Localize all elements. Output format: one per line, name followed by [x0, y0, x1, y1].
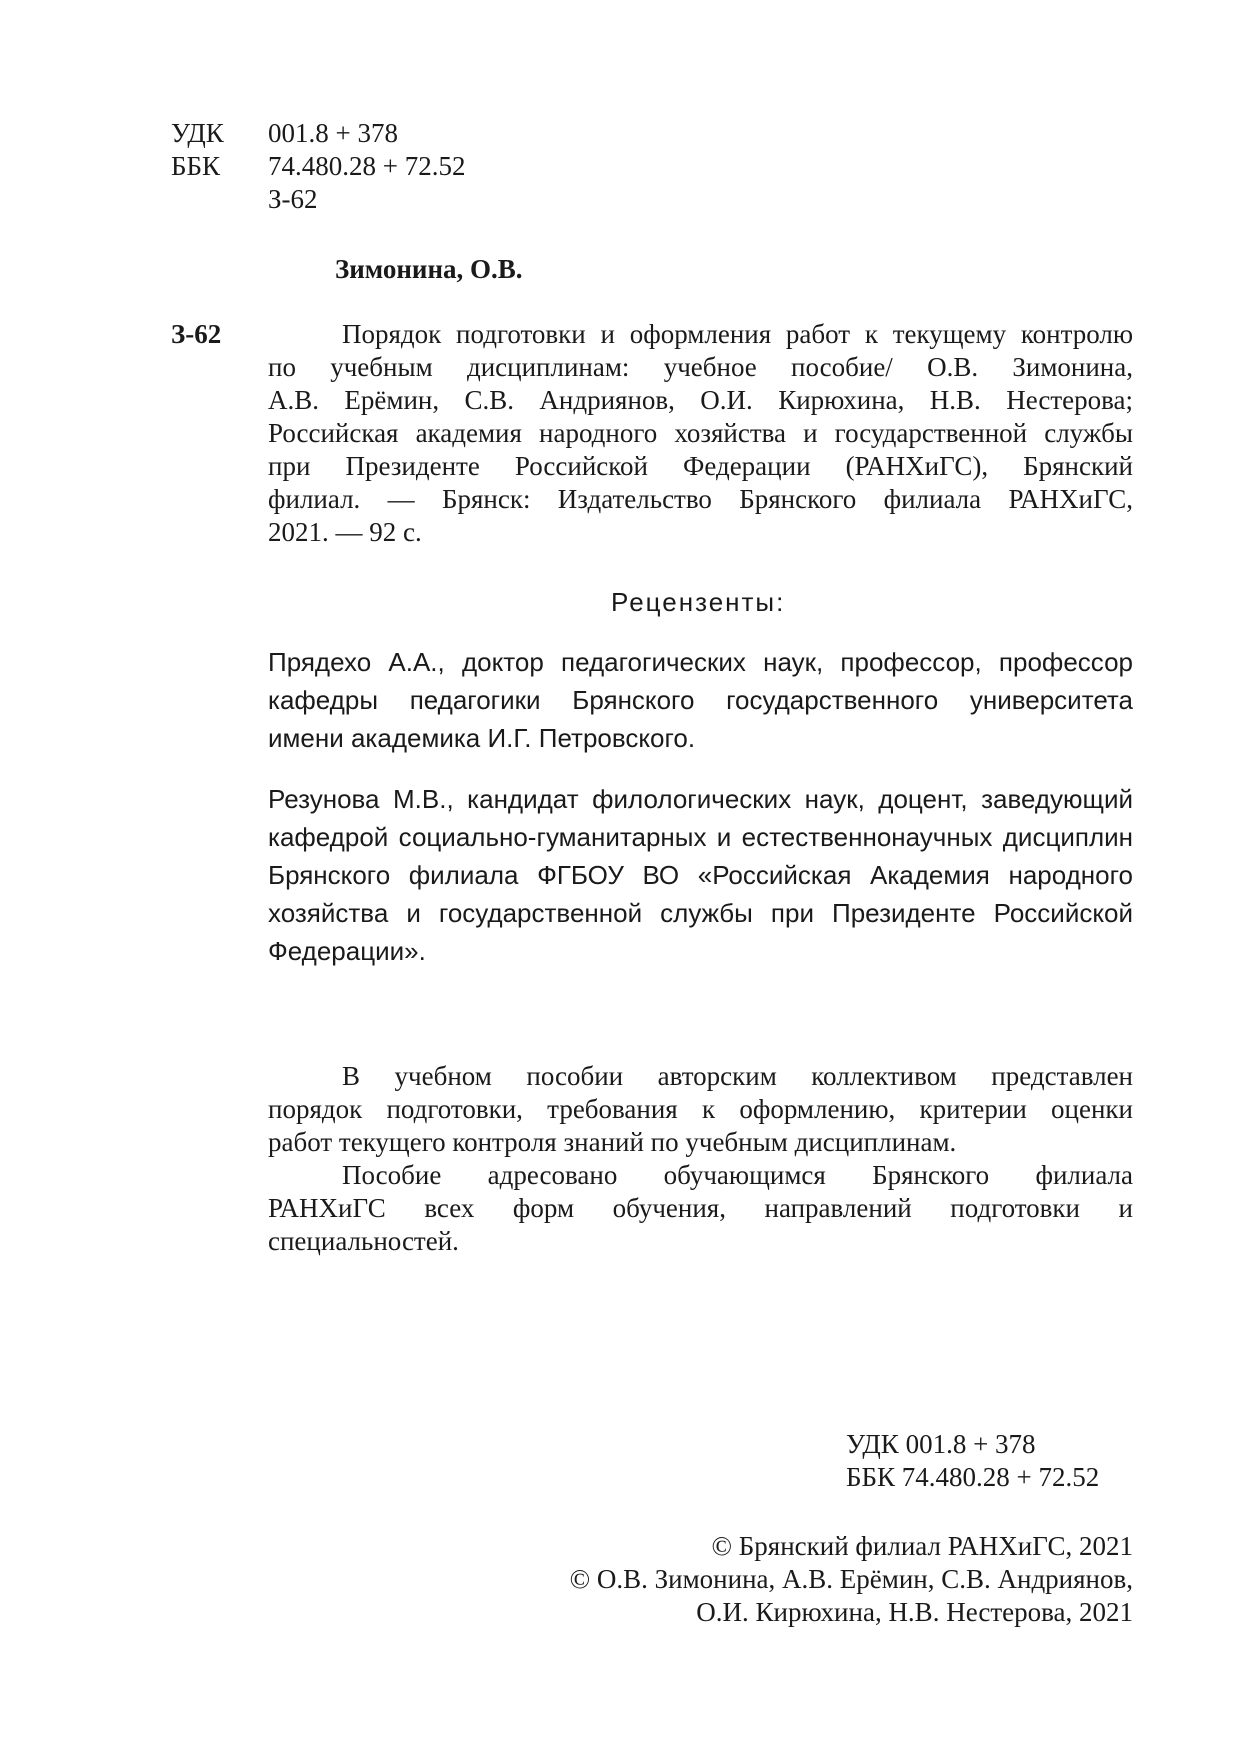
bibliographic-line: А.В. Ерёмин, С.В. Андриянов, О.И. Кирюхина, Н.В. Нестерова; — [268, 385, 1133, 415]
bibliographic-line: Российская академия народного хозяйства и государственной службы — [268, 418, 1133, 448]
annotation-line: работ текущего контроля знаний по учебным дисциплинам. — [268, 1127, 957, 1157]
reviewers-heading: Рецензенты: — [611, 587, 786, 617]
udk-label: УДК — [171, 118, 224, 148]
reviewer1-line: кафедры педагогики Брянского государственного университета — [268, 685, 1133, 715]
reviewer2-line: хозяйства и государственной службы при Президенте Российской — [268, 898, 1133, 928]
bibliographic-line: по учебным дисциплинам: учебное пособие/ О.В. Зимонина, — [268, 352, 1133, 382]
bibliographic-line: при Президенте Российской Федерации (РАНХиГС), Брянский — [268, 451, 1133, 481]
annotation-line: специальностей. — [268, 1226, 459, 1256]
annotation-line: РАНХиГС всех форм обучения, направлений подготовки и — [268, 1193, 1133, 1223]
reviewer2-line: кафедрой социально-гуманитарных и естественнонаучных дисциплин — [268, 822, 1133, 852]
author-heading: Зимонина, О.В. — [335, 254, 523, 284]
copyright-line: © О.В. Зимонина, А.В. Ерёмин, С.В. Андриянов, — [569, 1564, 1133, 1594]
reviewer1-line: имени академика И.Г. Петровского. — [268, 723, 696, 753]
udk-value: 001.8 + 378 — [268, 118, 398, 148]
annotation-line: порядок подготовки, требования к оформлению, критерии оценки — [268, 1094, 1133, 1124]
author-mark: З-62 — [268, 184, 318, 214]
bibliographic-line: Порядок подготовки и оформления работ к текущему контролю — [342, 319, 1133, 349]
bbk-value: 74.480.28 + 72.52 — [268, 151, 466, 181]
bibliographic-line: филиал. — Брянск: Издательство Брянского филиала РАНХиГС, — [268, 484, 1133, 514]
annotation-line: Пособие адресовано обучающимся Брянского филиала — [342, 1160, 1133, 1190]
reviewer2-line: Брянского филиала ФГБОУ ВО «Российская Академия народного — [268, 860, 1133, 890]
bbk-label: ББК — [171, 151, 221, 181]
copyright-line: О.И. Кирюхина, Н.В. Нестерова, 2021 — [696, 1597, 1133, 1627]
reviewer1-line: Прядехо А.А., доктор педагогических наук, профессор, профессор — [268, 647, 1133, 677]
copyright-line: © Брянский филиал РАНХиГС, 2021 — [711, 1531, 1133, 1561]
reviewer2-line: Федерации». — [268, 936, 426, 966]
annotation-line: В учебном пособии авторским коллективом представлен — [342, 1061, 1133, 1091]
reviewer2-line: Резунова М.В., кандидат филологических наук, доцент, заведующий — [268, 784, 1133, 814]
footer-udk: УДК 001.8 + 378 — [846, 1429, 1036, 1459]
bibliographic-mark: З-62 — [171, 319, 222, 349]
footer-bbk: ББК 74.480.28 + 72.52 — [846, 1462, 1100, 1492]
bibliographic-line: 2021. — 92 с. — [268, 517, 422, 547]
